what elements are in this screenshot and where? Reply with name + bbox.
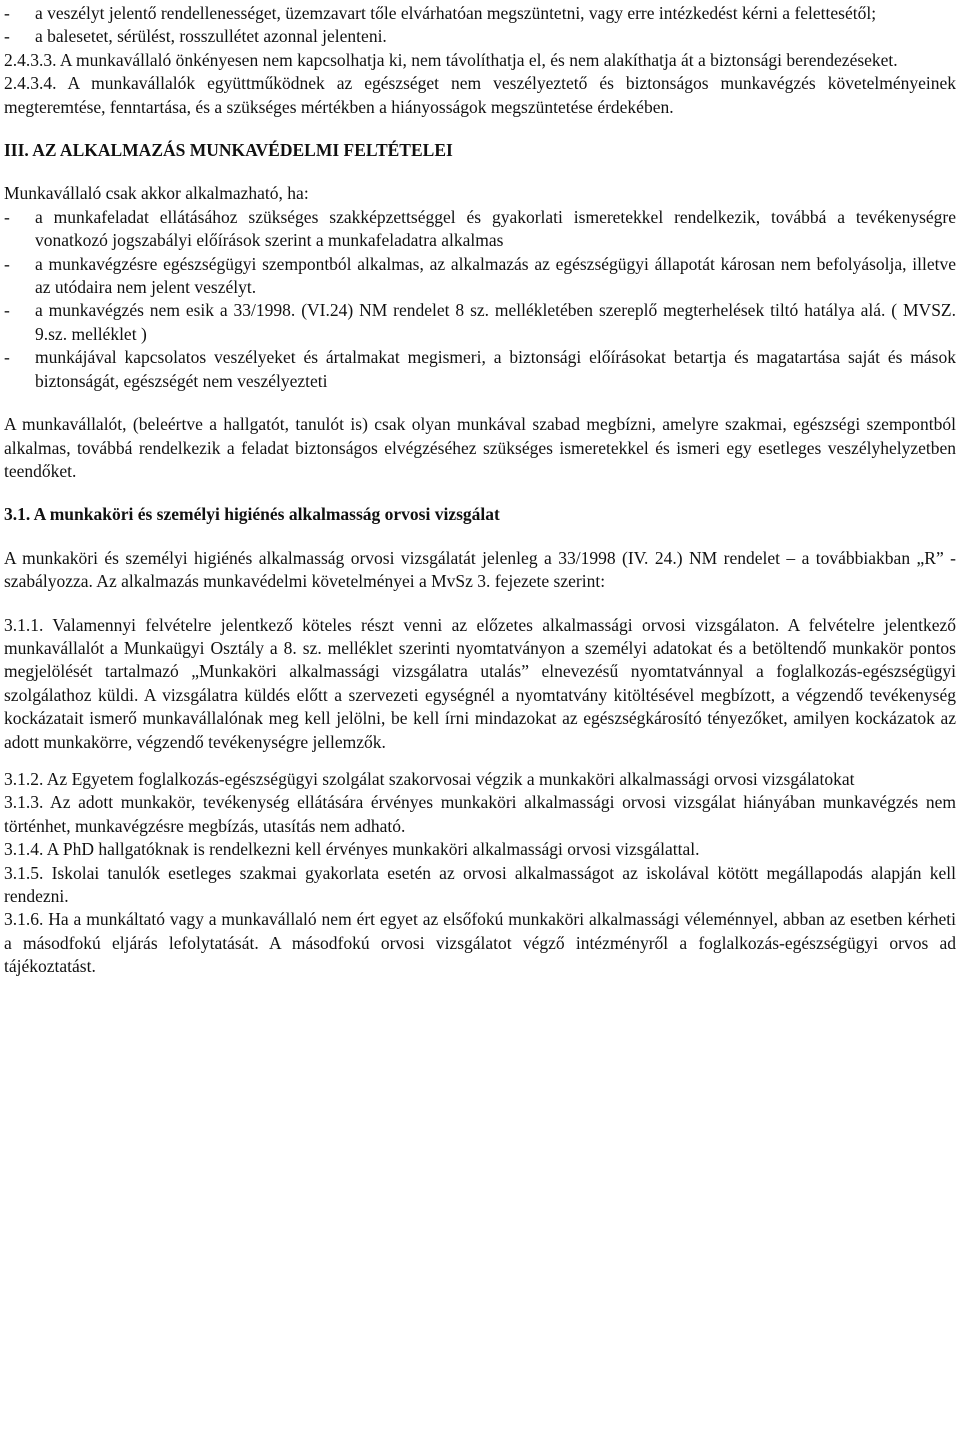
paragraph-3-1-1: 3.1.1. Valamennyi felvételre jelentkező köteles részt venni az előzetes alkalmassági orvosi vizsgálaton. A felvételre jelentkező munkavállalót a Munkaügyi Osztály a 8. sz. melléklet szerinti nyomtatványon a személyi adatokat és a betöltendő munkakör pontos megjelölését tartalmazó „Munkaköri alkalmassági vizsgálatra utalás” elnevezésű nyomtatvánnyal a foglalkozás-egészségügyi szolgálathoz küldi. A vizsgálatra küldés előtt a szervezeti egységnél a nyomtatvány kitöltésével megbízott, a végzendő tevékenység kockázatait ismerő munkavállalónak meg kell jelölni, be kell írni mindazokat az egészségkárosító tényezőket, amilyen kockázatok az adott munkakörre, végzendő tevékenységre jellemzők.: [4, 614, 956, 752]
dash-marker: -: [4, 253, 10, 274]
condition-text: munkájával kapcsolatos veszélyeket és ártalmakat megismeri, a biztonsági előírásokat betartja és magatartása saját és mások biztonságát, egészségét nem veszélyezteti: [35, 347, 956, 391]
paragraph-text: 2.4.3.4. A munkavállalók együttműködnek az egészséget nem veszélyeztető és biztonságos munkavégzés követelményeinek megteremtése, fenntartása, és a szükséges mértékben a hiányosságok megszüntetése érdekében.: [4, 73, 956, 117]
condition-item: [4, 299, 956, 346]
condition-item: [4, 253, 956, 300]
paragraph-employment: A munkavállalót, (beleértve a hallgatót, tanulót is) csak olyan munkával szabad megbízni, amelyre szakmai, egészségi szempontból alkalmas, továbbá rendelkezik a feladat biztonságos elvégzéséhez szükséges ismeretekkel és ismeri egy esetleges veszélyhelyzetben teendőket.: [4, 414, 956, 481]
dash-marker: -: [4, 300, 10, 321]
condition-text: a munkafeladat ellátásához szükséges szakképzettséggel és gyakorlati ismeretekkel rendelkezik, továbbá a tevékenységre vonatkozó jogszabályi előírások szerint a munkafeladatra alkalmas: [35, 206, 956, 251]
list-item: [4, 2, 956, 25]
paragraph-3-1-5: 3.1.5. Iskolai tanulók esetleges szakmai gyakorlata esetén az orvosi alkalmasságot az iskolával kötött megállapodás alapján kell rendezni.: [4, 862, 956, 906]
list-item-text: a veszélyt jelentő rendellenességet, üzemzavart tőle elvárhatóan megszüntetni, vagy erre intézkedést kérni a felettesétől;: [35, 3, 877, 23]
paragraph-2-4-3-3: 2.4.3.3. A munkavállaló önkényesen nem kapcsolhatja ki, nem távolíthatja el, és nem alakíthatja át a biztonsági berendezéseket.: [4, 49, 898, 70]
dash-marker: -: [4, 206, 10, 227]
paragraph-3-1-2: 3.1.2. Az Egyetem foglalkozás-egészségügyi szolgálat szakorvosai végzik a munkaköri alkalmassági orvosi vizsgálatokat: [4, 768, 855, 789]
dash-marker: -: [4, 3, 10, 23]
paragraph-3-1-3: 3.1.3. Az adott munkakör, tevékenység ellátására érvényes munkaköri alkalmassági orvosi vizsgálat hiányában munkavégzés nem történhet, munkavégzésre megbízás, utasítás nem adható.: [4, 792, 956, 836]
paragraph-3-1-6: 3.1.6. Ha a munkáltató vagy a munkavállaló nem ért egyet az elsőfokú munkaköri alkalmassági véleménnyel, abban az esetben kérheti a másodfokú eljárás lefolytatását. A másodfokú orvosi vizsgálatot végző intézményről a foglalkozás-egészségügyi orvos ad tájékoztatást.: [4, 909, 956, 977]
paragraph-3-1-4: 3.1.4. A PhD hallgatóknak is rendelkezni kell érvényes munkaköri alkalmassági orvosi vizsgálattal.: [4, 839, 700, 860]
list-item-text: a balesetet, sérülést, rosszullétet azonnal jelenteni.: [35, 26, 387, 47]
paragraph-2-4-3-4: [4, 72, 956, 119]
list-item: [4, 25, 956, 48]
section-heading-iii: III. AZ ALKALMAZÁS MUNKAVÉDELMI FELTÉTELEI: [4, 140, 453, 161]
paragraph-regulation: A munkaköri és személyi higiénés alkalmasság orvosi vizsgálatát jelenleg a 33/1998 (IV. 24.) NM rendelet – a továbbiakban „R” - szabályozza. Az alkalmazás munkavédelmi követelményei a MvSz 3. fejezete szerint:: [4, 547, 956, 592]
condition-item: [4, 206, 956, 253]
condition-text: a munkavégzés nem esik a 33/1998. (VI.24) NM rendelet 8 sz. mellékletében szereplő megterhelések tiltó hatálya alá. ( MVSZ. 9.sz. melléklet ): [35, 300, 956, 344]
dash-marker: -: [4, 347, 10, 368]
dash-marker: -: [4, 26, 10, 47]
conditions-intro: Munkavállaló csak akkor alkalmazható, ha:: [4, 183, 309, 204]
section-heading-3-1: 3.1. A munkaköri és személyi higiénés alkalmasság orvosi vizsgálat: [4, 504, 500, 525]
condition-item: [4, 346, 956, 393]
condition-text: a munkavégzésre egészségügyi szempontból alkalmas, az alkalmazás az egészségügyi állapotát károsan nem befolyásolja, illetve az utódaira nem jelent veszélyt.: [35, 253, 956, 298]
